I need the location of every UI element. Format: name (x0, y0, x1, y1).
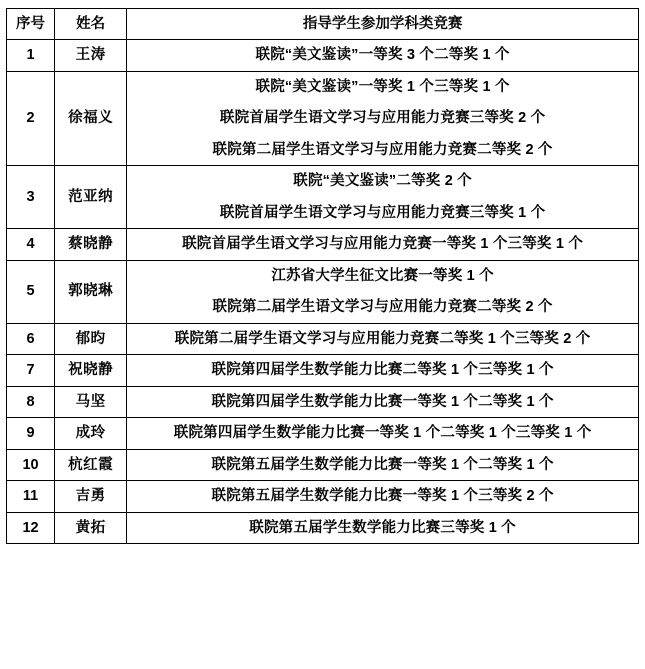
award-table (6, 8, 639, 544)
competition-line: 联院第二届学生语文学习与应用能力竞赛二等奖 2 个 (212, 299, 553, 316)
competition-line: 联院第四届学生数学能力比赛二等奖 1 个三等奖 1 个 (211, 362, 554, 379)
table-row (7, 418, 639, 449)
row-index-cell: 10 (7, 449, 55, 480)
row-competition-cell (127, 229, 639, 260)
competition-line-group (129, 517, 636, 539)
competition-line: 联院第四届学生数学能力比赛一等奖 1 个二等奖 1 个 (211, 393, 554, 410)
table-row (7, 260, 639, 323)
row-name-cell: 马坚 (55, 386, 127, 417)
competition-line: 联院首届学生语文学习与应用能力竞赛三等奖 2 个 (219, 110, 546, 127)
row-index-cell: 3 (7, 166, 55, 229)
row-competition-cell (127, 355, 639, 386)
row-competition-cell (127, 260, 639, 323)
row-index-cell: 1 (7, 40, 55, 71)
competition-line-group (129, 391, 636, 413)
competition-line-group (129, 359, 636, 381)
row-name-cell: 黄拓 (55, 512, 127, 543)
row-competition-cell (127, 71, 639, 165)
row-name-cell: 杭红霞 (55, 449, 127, 480)
table-row (7, 166, 639, 229)
table-body (7, 40, 639, 544)
row-name-cell: 祝晓静 (55, 355, 127, 386)
competition-line-group (129, 170, 636, 224)
table-row (7, 71, 639, 165)
column-header-name: 姓名 (55, 9, 127, 40)
row-name-cell: 范亚纳 (55, 166, 127, 229)
row-competition-cell (127, 386, 639, 417)
row-index-cell: 5 (7, 260, 55, 323)
row-name-cell: 蔡晓静 (55, 229, 127, 260)
row-competition-cell (127, 40, 639, 71)
table-row (7, 323, 639, 354)
competition-line: 联院第二届学生语文学习与应用能力竞赛二等奖 2 个 (212, 141, 553, 158)
table-row (7, 229, 639, 260)
competition-line-group (129, 422, 636, 444)
row-index-cell: 6 (7, 323, 55, 354)
row-competition-cell (127, 166, 639, 229)
row-competition-cell (127, 481, 639, 512)
row-competition-cell (127, 418, 639, 449)
row-competition-cell (127, 512, 639, 543)
row-index-cell: 11 (7, 481, 55, 512)
table-row (7, 449, 639, 480)
row-name-cell: 徐福义 (55, 71, 127, 165)
competition-line: 联院第四届学生数学能力比赛一等奖 1 个二等奖 1 个三等奖 1 个 (173, 425, 592, 442)
competition-line-group (129, 76, 636, 161)
competition-line: 联院“美文鉴读”一等奖 1 个三等奖 1 个 (255, 78, 510, 95)
competition-line-group (129, 485, 636, 507)
column-header-index: 序号 (7, 9, 55, 40)
competition-line-group (129, 265, 636, 319)
row-name-cell: 郭晓琳 (55, 260, 127, 323)
table-row (7, 355, 639, 386)
table-header (7, 9, 639, 40)
row-name-cell: 成玲 (55, 418, 127, 449)
row-index-cell: 2 (7, 71, 55, 165)
table-row (7, 386, 639, 417)
competition-line: 联院第五届学生数学能力比赛一等奖 1 个三等奖 2 个 (211, 488, 554, 505)
row-name-cell: 王涛 (55, 40, 127, 71)
competition-line: 联院第二届学生语文学习与应用能力竞赛二等奖 1 个三等奖 2 个 (174, 330, 591, 347)
row-competition-cell (127, 449, 639, 480)
column-header-competition: 指导学生参加学科类竞赛 (127, 9, 639, 40)
competition-line-group (129, 233, 636, 255)
row-index-cell: 8 (7, 386, 55, 417)
row-index-cell: 9 (7, 418, 55, 449)
table-row (7, 40, 639, 71)
row-index-cell: 7 (7, 355, 55, 386)
competition-line: 联院第五届学生数学能力比赛一等奖 1 个二等奖 1 个 (211, 456, 554, 473)
competition-line: 联院第五届学生数学能力比赛三等奖 1 个 (249, 519, 516, 536)
table-row (7, 512, 639, 543)
row-index-cell: 4 (7, 229, 55, 260)
competition-line: 江苏省大学生征文比赛一等奖 1 个 (271, 267, 494, 284)
competition-line-group (129, 44, 636, 66)
table-header-row (7, 9, 639, 40)
competition-line-group (129, 328, 636, 350)
competition-line: 联院“美文鉴读”二等奖 2 个 (293, 173, 472, 190)
table-row (7, 481, 639, 512)
row-competition-cell (127, 323, 639, 354)
row-index-cell: 12 (7, 512, 55, 543)
row-name-cell: 吉勇 (55, 481, 127, 512)
competition-line: 联院“美文鉴读”一等奖 3 个二等奖 1 个 (255, 47, 510, 64)
competition-line: 联院首届学生语文学习与应用能力竞赛一等奖 1 个三等奖 1 个 (182, 236, 584, 253)
row-name-cell: 郁昀 (55, 323, 127, 354)
competition-line-group (129, 454, 636, 476)
competition-line: 联院首届学生语文学习与应用能力竞赛三等奖 1 个 (219, 204, 546, 221)
